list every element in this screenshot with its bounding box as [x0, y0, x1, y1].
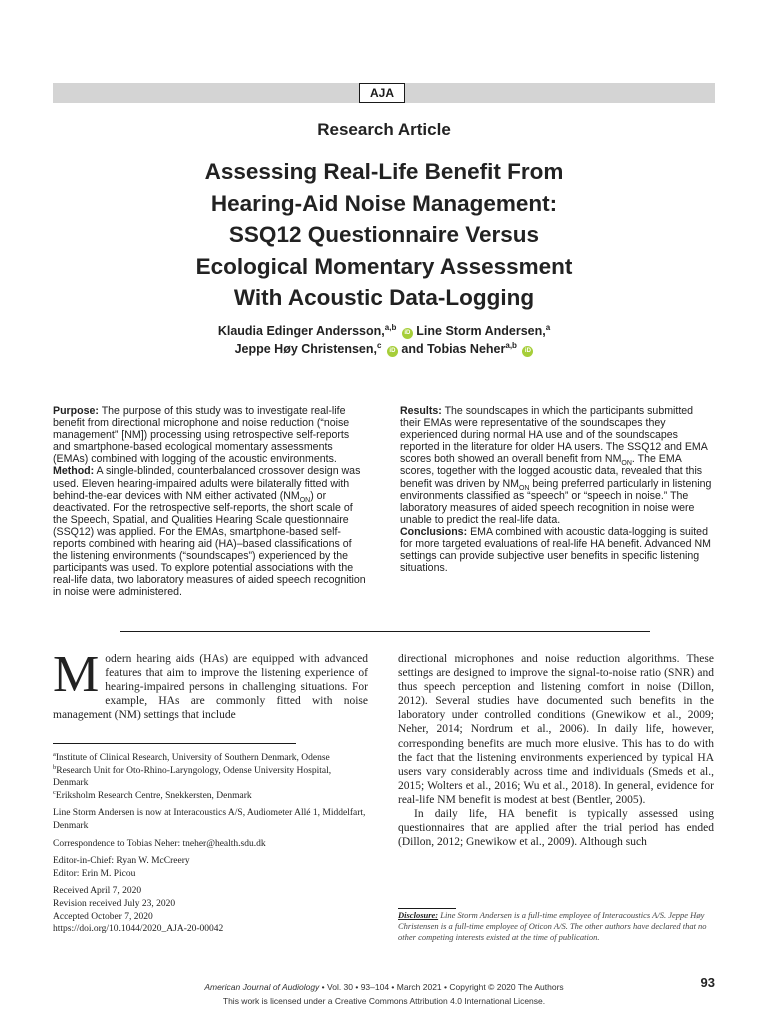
article-type: Research Article [317, 120, 451, 139]
title-line: Ecological Momentary Assessment [195, 253, 573, 279]
author-name: Jeppe Høy Christensen, [234, 342, 377, 356]
body-paragraph [53, 646, 368, 722]
journal-name: American Journal of Audiology [204, 982, 320, 992]
abstract-results [400, 405, 716, 526]
body-paragraph: In daily life, HA benefit is typically assessed using questionnaires that are applied after the trial period has ended (Dillon, 2012; Gnewikow et al., 2009). Although such [398, 808, 714, 849]
abstract-text: A single-blinded, counterbalanced crossover design was used. Eleven hearing-impaired adults were bilaterally fitted with behind-the-ear devices with NM either activated (NM [53, 465, 361, 502]
abstract-right-column [400, 405, 716, 574]
abstract-purpose [53, 405, 368, 465]
author-line-2 [120, 340, 648, 358]
author-name: Klaudia Edinger Andersson, [217, 324, 385, 338]
section-divider [120, 631, 650, 632]
footnotes [53, 752, 368, 936]
abstract-text: ) or deactivated. For the retrospective self-reports, the short scale of the Speech, Spatial, and Qualities Hearing Scale questionnaire (SSQ12) was applied. For the EMAs, smartphone-based self-reports combined with hearing aid (HA)–based classifications of the listening environments (“soundscapes”) experienced by the participants was used. To explore potential associations with the real-life data, two laboratory measures of aided speech recognition in noise were administered. [53, 489, 366, 599]
affiliation-note [53, 765, 368, 790]
author-line-1 [120, 322, 648, 340]
footer-license: This work is licensed under a Creative Commons Attribution 4.0 International License. [222, 996, 546, 1006]
accepted-date: Accepted October 7, 2020 [53, 911, 153, 922]
subscript: ON [299, 496, 311, 504]
footer-citation [0, 982, 768, 992]
affiliation-marker: c [53, 788, 56, 796]
abstract-text: being preferred particularly in listening environments classified as “speech” or “speech in noise.” The laboratory measures of aided speech recognition in noise were unable to predict the real-life data. [400, 477, 712, 526]
section-label: Method: [53, 465, 95, 478]
affiliation-marker: a [545, 322, 551, 332]
body-right-column [398, 652, 714, 849]
journal-badge: AJA [359, 83, 405, 103]
section-label: Conclusions: [400, 525, 468, 538]
abstract-left-column [53, 405, 368, 599]
paragraph-text: odern hearing aids (HAs) are equipped with advanced features that aim to improve the listening experience of hearing-impaired persons in challenging situations. For example, HAs are commonly fitted with noise management (NM) settings that include [53, 653, 368, 722]
disclosure-rule [398, 908, 456, 909]
article-title [120, 156, 648, 314]
editor-note: Editor: Erin M. Picou [53, 868, 136, 879]
received-date: Received April 7, 2020 [53, 886, 142, 897]
abstract-method [53, 465, 368, 598]
abstract-conclusions [400, 526, 716, 574]
author-name: and Tobias Neher [401, 342, 506, 356]
abstract-text: . The EMA scores, together with the logged acoustic data, revealed that this benefit was driven by NM [400, 453, 703, 490]
orcid-icon[interactable]: iD [402, 328, 413, 339]
affiliation-marker: a,b [384, 322, 397, 332]
author-note: Line Storm Andersen is now at Interacoustics A/S, Audiometer Allé 1, Middelfart, Denmark [53, 808, 366, 831]
orcid-icon[interactable]: iD [387, 346, 398, 357]
title-line: Assessing Real-Life Benefit From [204, 159, 564, 184]
disclosure-text: Line Storm Andersen is a full-time employee of Interacoustics A/S. Jeppe Høy Christensen is a full-time employee of Oticon A/S. The other authors have declared that no other competing interests existed at the time of publication. [398, 910, 707, 943]
disclosure-label: Disclosure: [398, 910, 439, 920]
doi-link[interactable]: https://doi.org/10.1044/2020_AJA-20-00042 [53, 924, 224, 935]
affiliation-marker: a [53, 750, 56, 758]
abstract-text: EMA combined with acoustic data-logging is suited for more targeted evaluations of real-life HA benefit. Advanced NM settings can provide subjective user benefits in specific listening situations. [400, 525, 711, 575]
section-label: Purpose: [53, 405, 99, 417]
affiliation-note [53, 790, 368, 803]
author-name: Line Storm Andersen, [416, 324, 546, 338]
orcid-icon[interactable]: iD [522, 346, 533, 357]
affiliation-note [53, 752, 368, 765]
drop-cap: M [53, 646, 100, 703]
body-left-column [53, 646, 368, 722]
disclosure [398, 910, 714, 944]
affiliation-marker: b [53, 763, 57, 771]
footnote-rule [53, 743, 296, 744]
citation-details: • Vol. 30 • 93–104 • March 2021 • Copyright © 2020 The Authors [319, 982, 564, 992]
body-paragraph: directional microphones and noise reduction algorithms. These settings are designed to improve the signal-to-noise ratio (SNR) and thus speech perception and listening comfort in noise (Dillon, 2012). Several studies have documented such benefits in the laboratory under controlled conditions (Gnewikow et al., 2009; Neher, 2014; Nordrum et al., 2006). In daily life, however, corresponding benefits are much more elusive. This has to do with the fact that the listening environments experienced by typical HA users vary considerably across time and individuals (Smeds et al., 2015; Wolters et al., 2016; Wu et al., 2018). In general, evidence for real-life NM benefit is modest at best (Bentler, 2005). [398, 653, 714, 806]
subscript: ON [518, 484, 530, 492]
affiliation-text: Eriksholm Research Centre, Snekkersten, Denmark [55, 790, 252, 801]
section-label: Results: [400, 405, 442, 417]
abstract-text: The soundscapes in which the participants submitted their EMAs were representative of the soundscapes they experienced during normal HA use and of the soundscapes reported in the literature for older HA users. The SSQ12 and EMA scores both showed an overall benefit from NM [400, 405, 708, 466]
affiliation-text: Research Unit for Oto-Rhino-Laryngology, Odense University Hospital, Denmark [53, 765, 332, 789]
title-line: Hearing-Aid Noise Management: [210, 190, 558, 216]
title-line: SSQ12 Questionnaire Versus [228, 222, 540, 247]
revision-date: Revision received July 23, 2020 [53, 898, 176, 909]
affiliation-marker: a,b [505, 340, 517, 350]
subscript: ON [621, 460, 632, 468]
author-list [120, 322, 648, 358]
page-number: 93 [700, 975, 715, 990]
affiliation-marker: c [376, 340, 382, 350]
affiliation-text: Institute of Clinical Research, University of Southern Denmark, Odense [55, 753, 330, 763]
abstract-text: The purpose of this study was to investigate real-life benefit from directional microphone and noise reduction (“noise management” [NM]) processing using retrospective self-reports and smartphone-based ecological momentary assessments (EMAs) combined with logging of the acoustic environments. [53, 405, 350, 466]
editor-in-chief-note: Editor-in-Chief: Ryan W. McCreery [53, 856, 190, 867]
correspondence-note: Correspondence to Tobias Neher: tneher@health.sdu.dk [53, 838, 266, 849]
title-line: With Acoustic Data-Logging [233, 285, 535, 310]
